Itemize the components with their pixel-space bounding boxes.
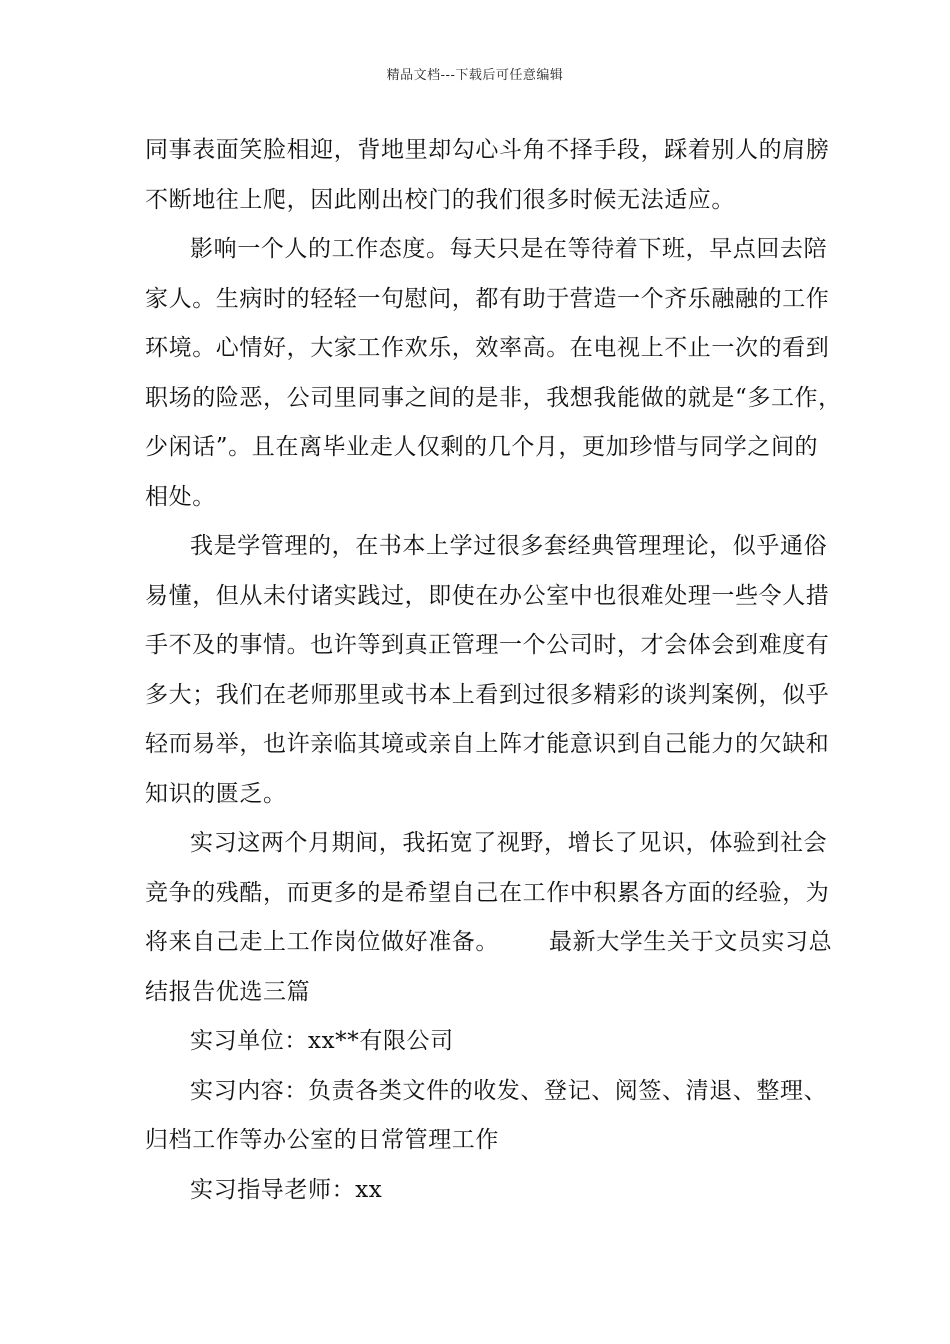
text-line: 多大；我们在老师那里或书本上看到过很多精彩的谈判案例，似乎 [145,681,830,708]
text-line: 竞争的残酷，而更多的是希望自己在工作中积累各方面的经验，为 [145,879,830,906]
text-line: 同事表面笑脸相迎，背地里却勾心斗角不择手段，踩着别人的肩膀 [145,137,830,163]
text-line: 实习单位：xx**有限公司 [190,1028,454,1054]
text-line: 实习这两个月期间，我拓宽了视野，增长了见识，体验到社会 [190,830,828,856]
text-line: 易懂，但从未付诸实践过，即使在办公室中也很难处理一些令人措 [145,582,830,609]
text-line-part: 将来自己走上工作岗位做好准备。 [145,929,499,955]
section-title-line: 结报告优选三篇 [145,978,311,1005]
page-header: 精品文档---下载后可任意编辑 [386,68,564,83]
text-line: 轻而易举，也许亲临其境或亲自上阵才能意识到自己能力的欠缺和 [145,731,830,757]
text-line: 我是学管理的，在书本上学过很多套经典管理理论，似乎通俗 [190,533,828,559]
text-line: 影响一个人的工作态度。每天只是在等待着下班，早点回去陪 [190,236,828,262]
text-line: 知识的匮乏。 [145,780,287,807]
text-line: 手不及的事情。也许等到真正管理一个公司时，才会体会到难度有 [145,632,830,658]
section-title-part: 最新大学生关于文员实习总 [549,929,833,955]
document-body [145,126,842,1215]
text-line: 少闲话”。且在离毕业走人仅剩的几个月，更加珍惜与同学之间的 [145,434,819,460]
text-line: 相处。 [145,483,216,510]
text-line: 实习内容：负责各类文件的收发、登记、阅签、清退、整理、 [190,1077,828,1104]
text-line: 环境。心情好，大家工作欢乐，效率高。在电视上不止一次的看到 [145,335,830,361]
text-line: 职场的险恶，公司里同事之间的是非，我想我能做的就是“多工作， [145,384,842,411]
text-line [145,918,833,968]
text-line: 家人。生病时的轻轻一句慰问，都有助于营造一个齐乐融融的工作 [145,285,830,312]
text-line: 不断地往上爬，因此刚出校门的我们很多时候无法适应。 [145,186,735,213]
text-line: 归档工作等办公室的日常管理工作 [145,1127,499,1153]
text-line: 实习指导老师：xx [190,1176,383,1203]
